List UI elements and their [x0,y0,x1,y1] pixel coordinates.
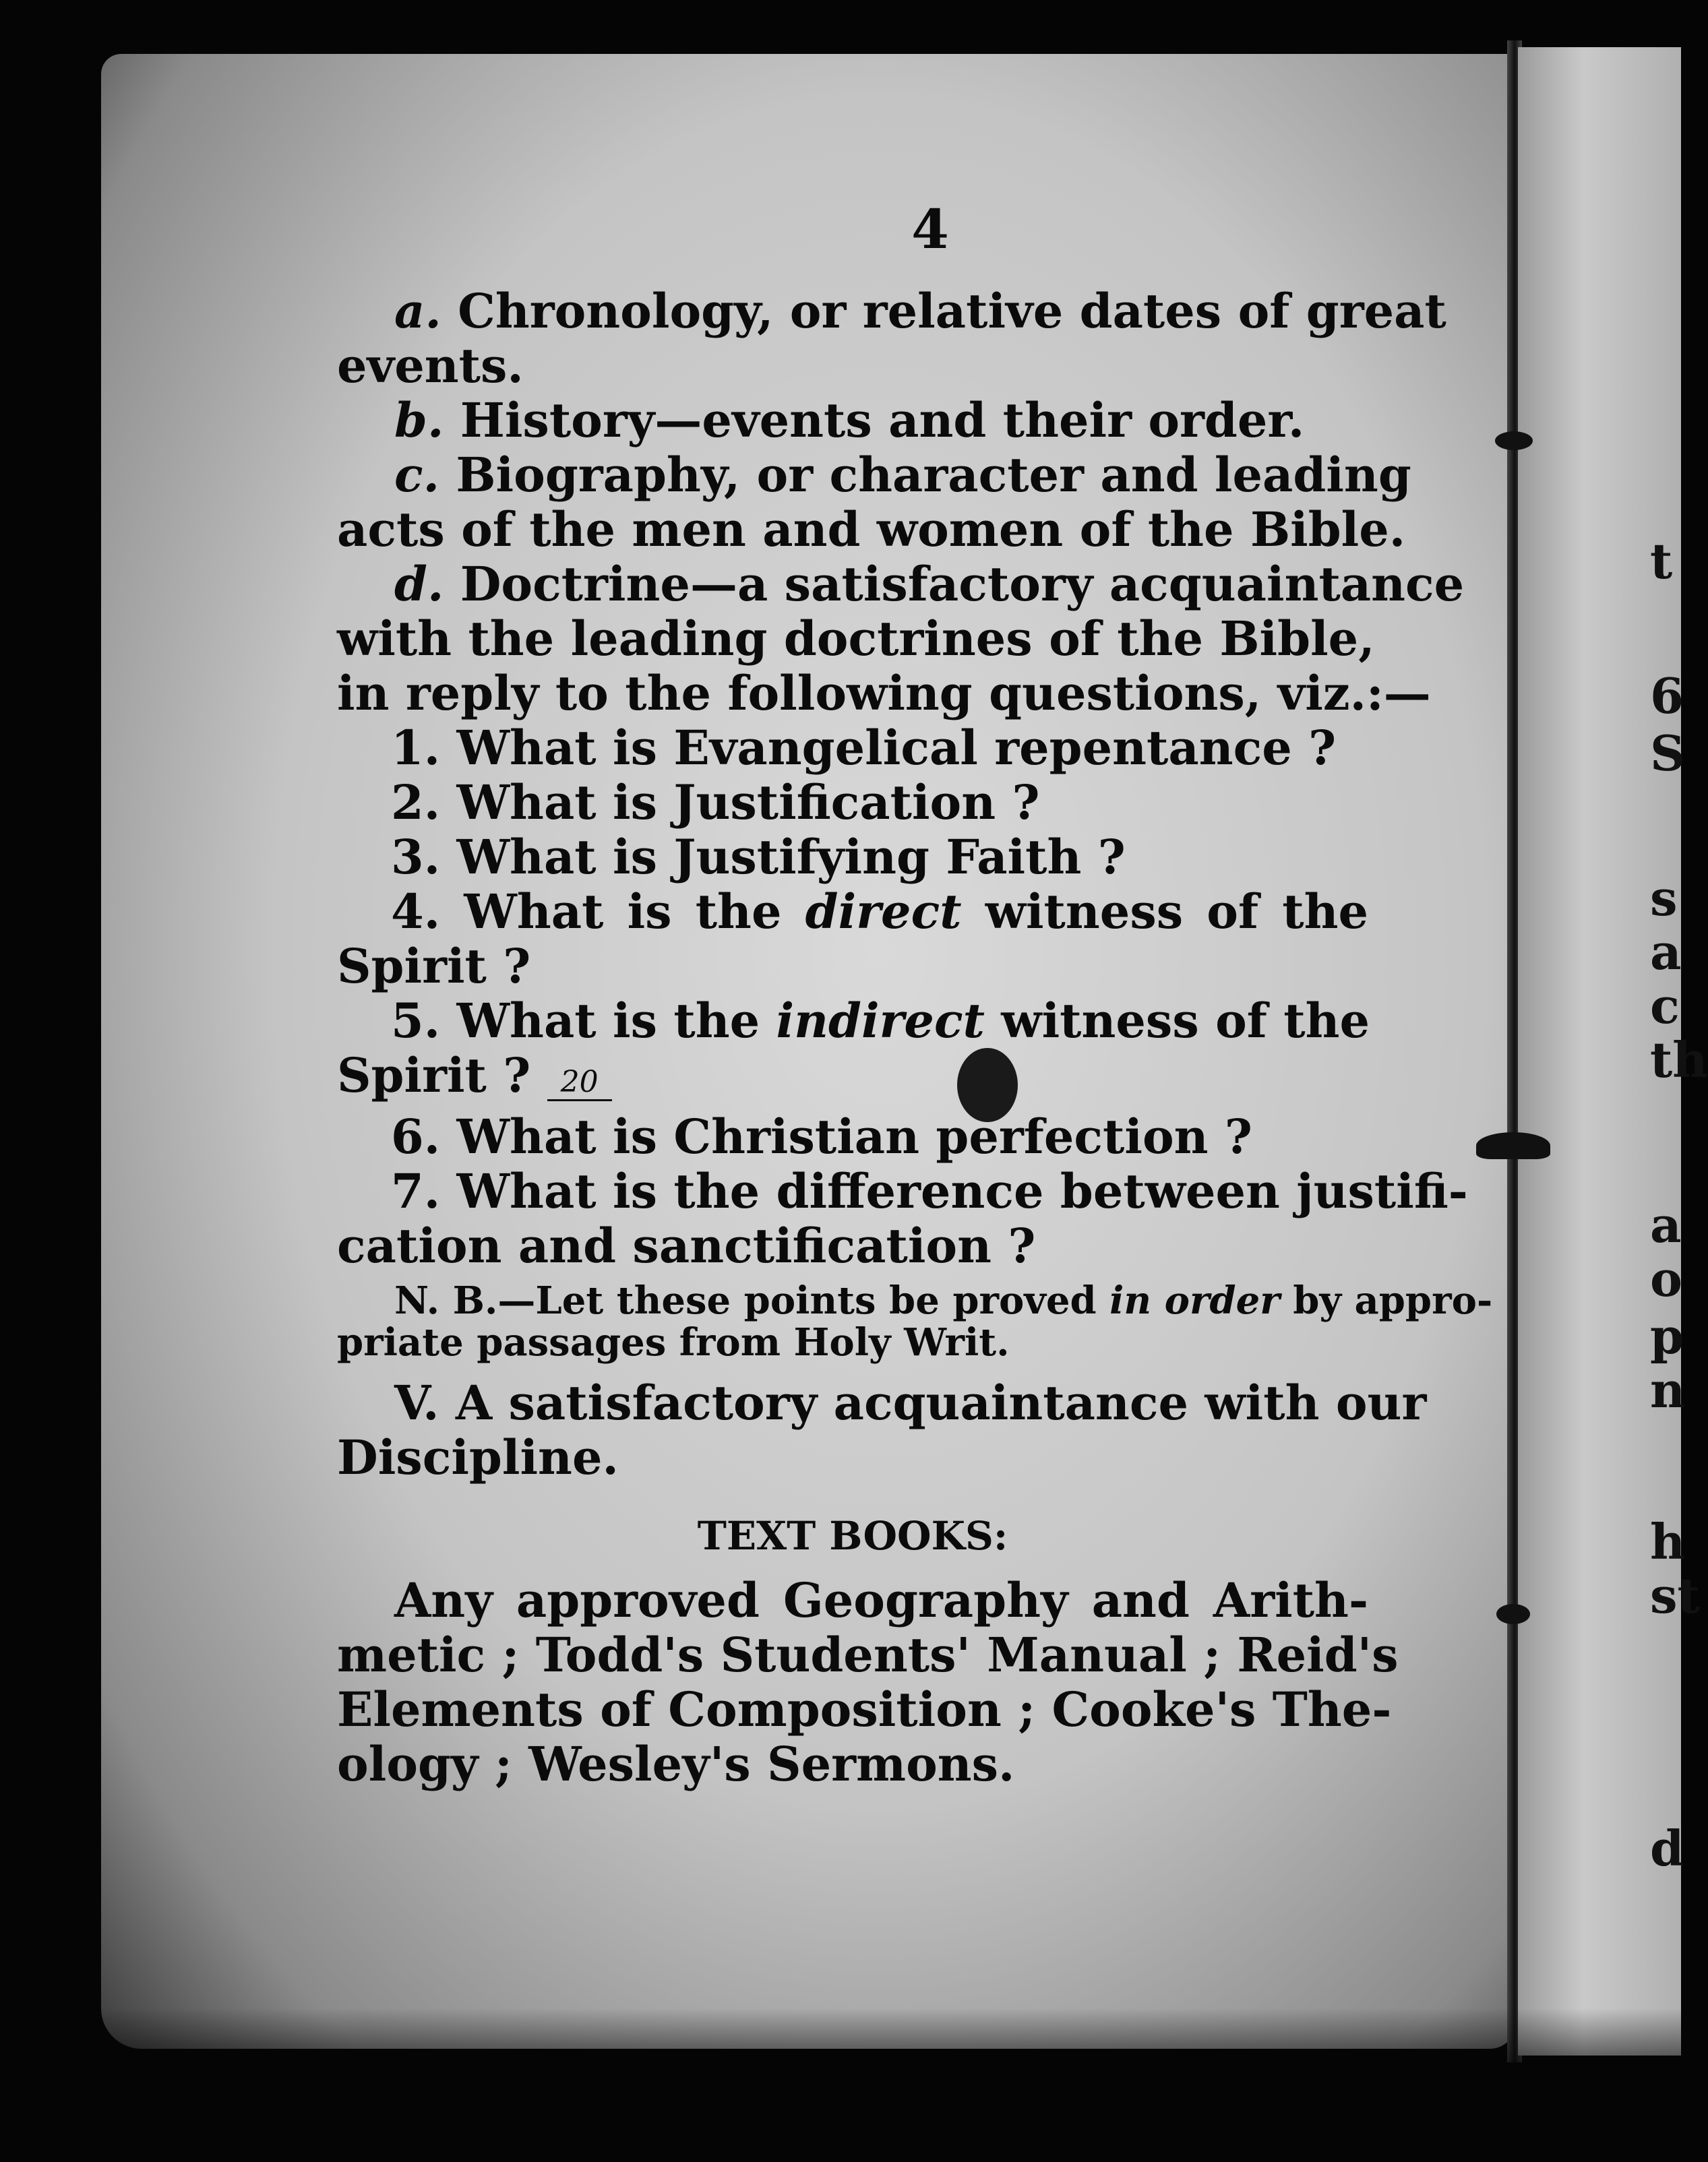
question-2: 2. What is Justification ? [391,774,1040,830]
text-books-line1: Any approved Geography and Arith- [394,1572,1368,1628]
margin-fragment: a [1650,923,1682,981]
binding-mark [1496,1604,1530,1624]
question-4: 4. What is the direct witness of the [391,884,1369,939]
item-c-line2: acts of the men and women of the Bible. [337,501,1406,557]
binding-mark [1495,431,1533,450]
item-c-line1: c. Biography, or character and leading [394,447,1411,503]
handwritten-annotation: 20 [547,1065,612,1101]
margin-fragment: S [1650,724,1685,782]
question-1: 1. What is Evangelical repentance ? [391,720,1337,776]
question-4-cont: Spirit ? [337,938,531,994]
margin-fragment: p [1650,1307,1684,1365]
text-books-heading: TEXT BOOKS: [697,1513,1008,1559]
margin-fragment: n [1650,1361,1686,1419]
margin-fragment: d [1650,1820,1684,1877]
text-books-line2: metic ; Todd's Students' Manual ; Reid's [337,1627,1399,1683]
nb-note-line2: priate passages from Holy Writ. [337,1320,1010,1365]
margin-fragment: c [1650,977,1680,1034]
section-v-line1: V. A satisfactory acquaintance with our [394,1375,1427,1431]
question-7-line2: cation and sanctification ? [337,1218,1036,1274]
margin-fragment: t [1650,532,1673,590]
margin-fragment: st [1650,1567,1700,1624]
section-v-line2: Discipline. [337,1429,619,1485]
margin-fragment: a [1650,1196,1682,1254]
question-6: 6. What is Christian perfection ? [391,1109,1252,1165]
item-d-line2: with the leading doctrines of the Bible, [337,611,1375,667]
nb-note-line1: N. B.—Let these points be proved in order by appro- [394,1278,1493,1323]
item-a-line2: events. [337,338,524,394]
scan-bottom-shadow [0,2008,1681,2162]
margin-fragment: o [1650,1250,1683,1307]
question-7-line1: 7. What is the difference between justifi- [391,1163,1468,1219]
margin-fragment: th [1650,1031,1708,1088]
item-a-line1: a. Chronology, or relative dates of great [394,283,1446,339]
margin-fragment: s [1650,869,1678,927]
question-3: 3. What is Justifying Faith ? [391,829,1126,885]
page-number: 4 [911,197,949,261]
margin-fragment: 6 [1650,667,1684,724]
item-d-line3: in reply to the following questions, viz.:— [337,665,1431,721]
item-d-line1: d. Doctrine—a satisfactory acquaintance [394,556,1465,612]
page-text [337,197,1493,1792]
item-b: b. History—events and their order. [394,392,1305,448]
question-5-cont: Spirit ? 20 [337,1048,1368,1109]
text-books-line4: ology ; Wesley's Sermons. [337,1736,1015,1792]
text-books-line3: Elements of Composition ; Cooke's The- [337,1681,1392,1737]
question-5: 5. What is the indirect witness of the [391,993,1370,1049]
margin-fragment: h [1650,1513,1686,1570]
binding-mark [1476,1132,1550,1159]
